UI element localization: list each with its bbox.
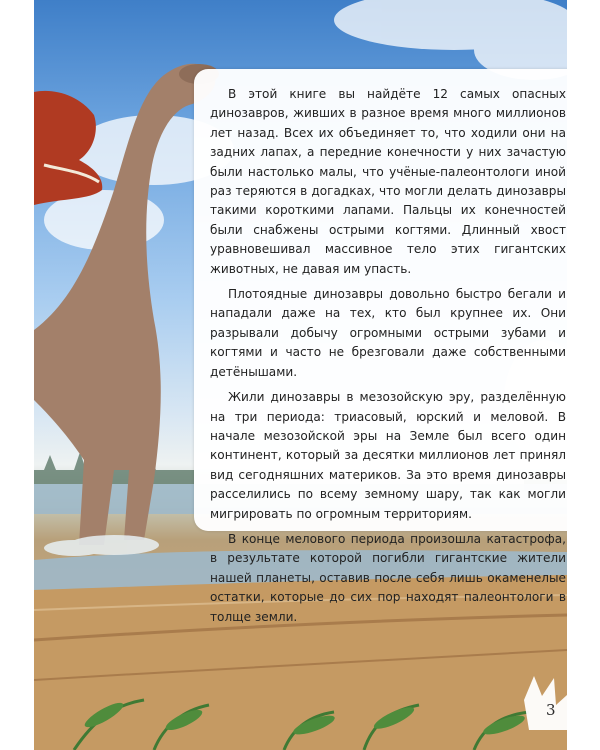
paragraph-2: Плотоядные динозавры довольно быстро бегали и нападали даже на тех, кто был крупнее их. Они разрывали добычу огромными острыми зубами и когтями и часто не брезговали даже собственными детёнышами.: [210, 287, 566, 379]
book-page: [34, 0, 567, 750]
page-number: 3: [546, 701, 556, 719]
text-panel: [194, 69, 567, 624]
paragraph-1: В этой книге вы найдёте 12 самых опасных динозавров, живших в разное время много миллионов лет назад. Всех их объединяет то, что ходили они на задних лапах, а передние конечности у них зачастую были настолько малы, что учёные-палеонтологи иной раз теряются в догадках, что могли делать динозавры такими короткими лапами. Пальцы их конечностей были снабжены острыми когтями. Длинный хвост уравновешивал массивное тело этих гигантских животных, не давая им упасть.: [210, 87, 566, 276]
paragraph-3: Жили динозавры в мезозойскую эру, разделённую на три периода: триасовый, юрский и меловой. В начале мезозойской эры на Земле был всего один континент, который за десятки миллионов лет принял вид сегодняшних материков. За это время динозавры расселились по всему земному шару, так как могли мигрировать по огромным территориям.: [210, 390, 566, 521]
water-splash: [44, 535, 159, 556]
paragraph-4: В конце мелового периода произошла катастрофа, в результате которой погибли гигантские жители нашей планеты, оставив после себя лишь окаменелые остатки, которые до сих пор находят палеонтологи в толще земли.: [210, 531, 566, 624]
